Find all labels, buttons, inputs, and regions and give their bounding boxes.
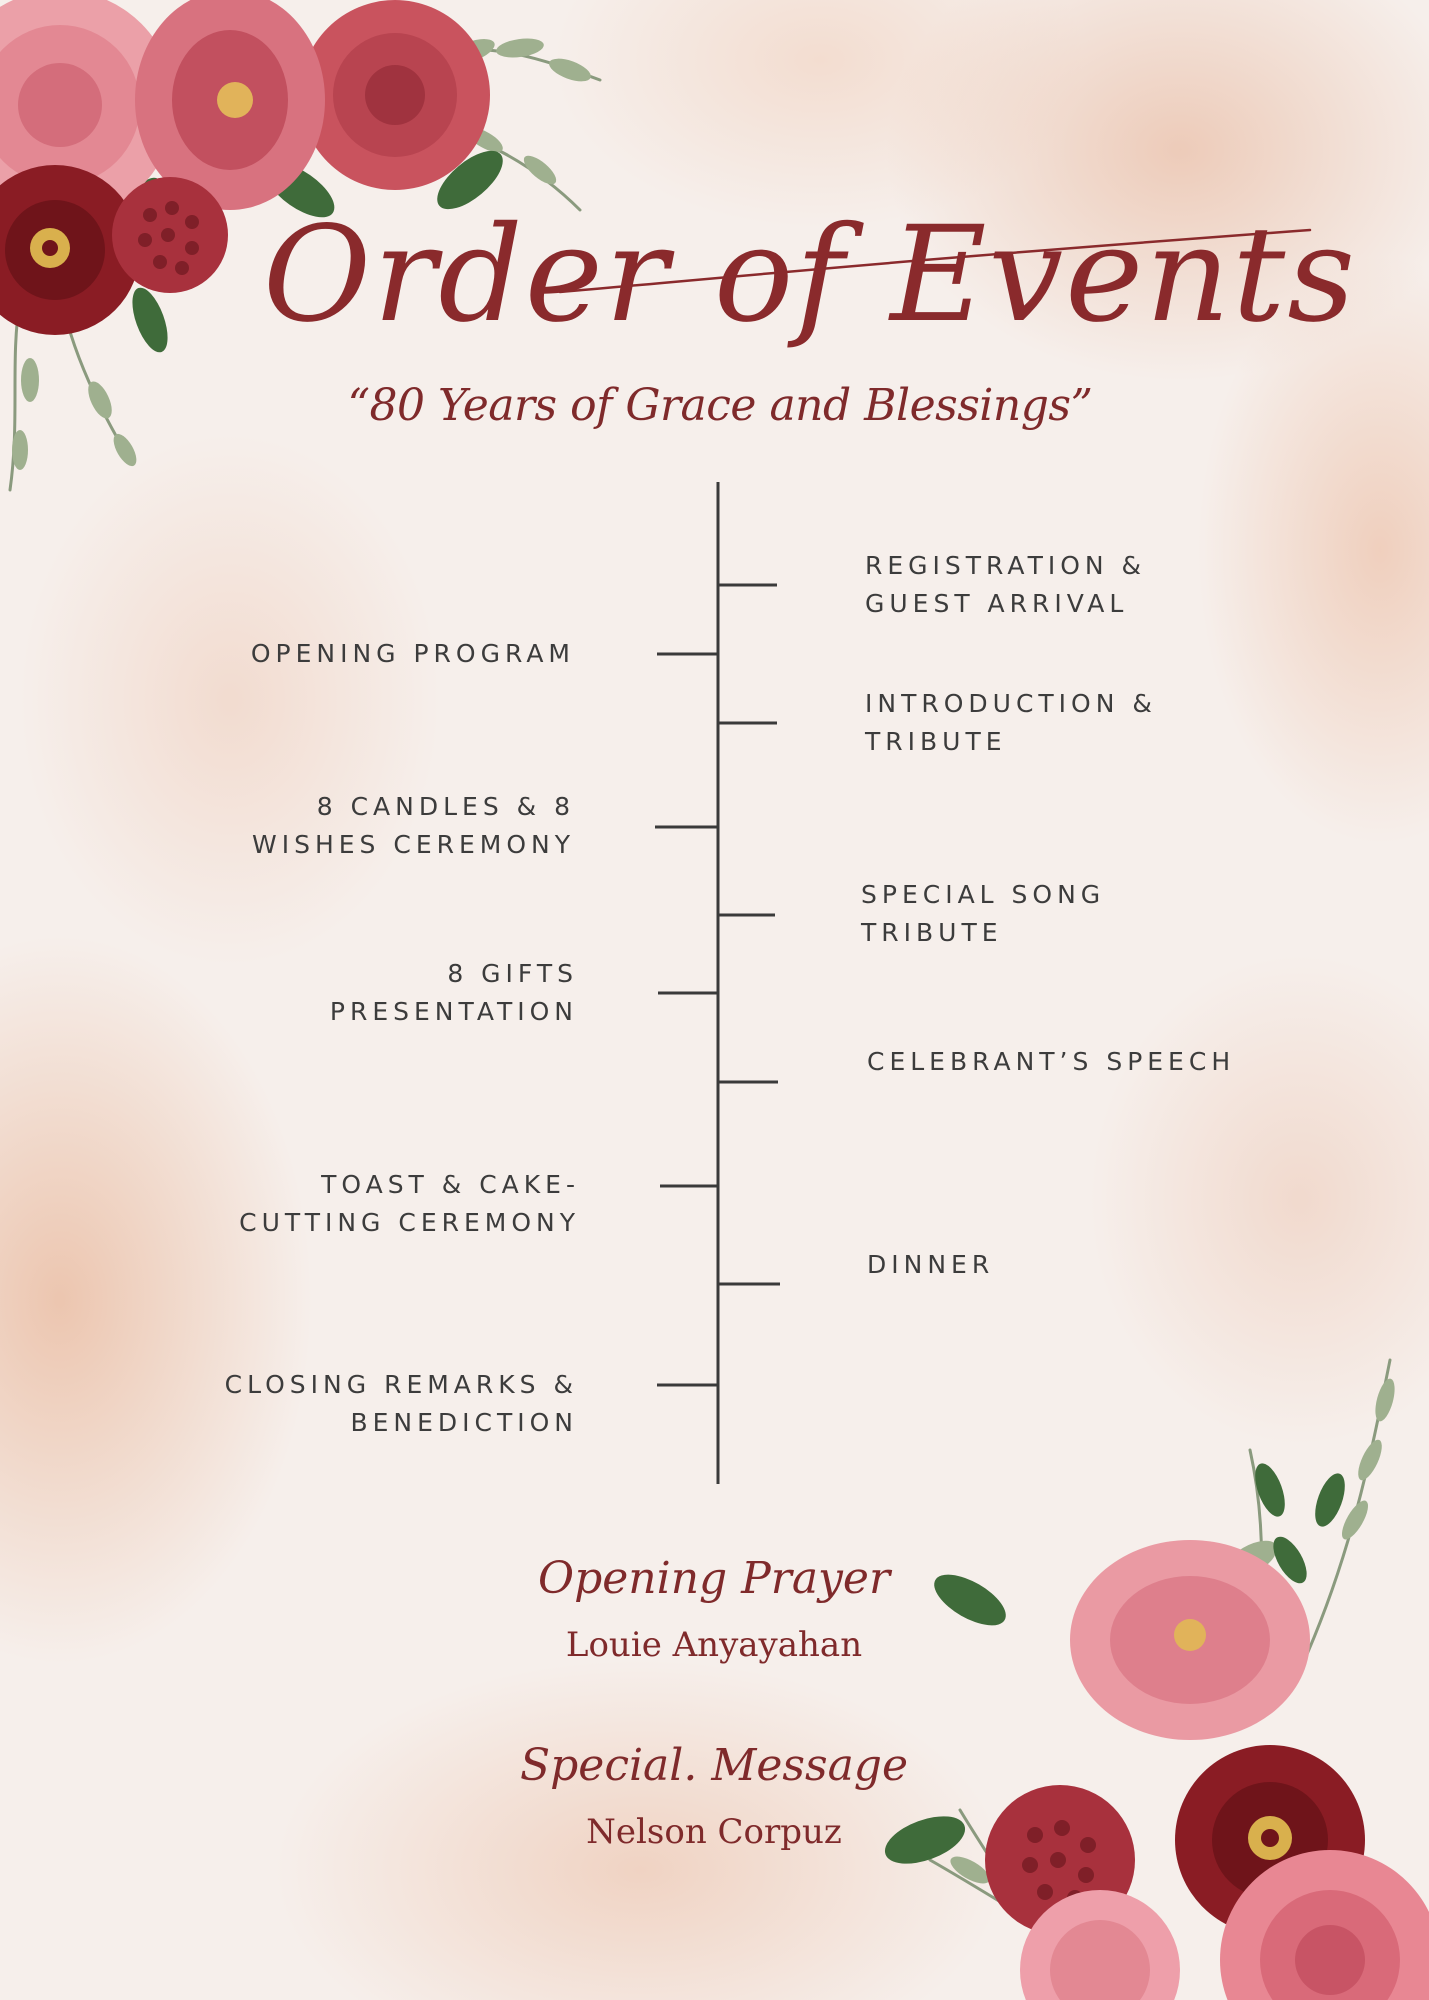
opening-prayer-speaker: Louie Anyayahan xyxy=(565,1625,863,1665)
opening-prayer-heading: Opening Prayer xyxy=(538,1553,890,1604)
event-toast-cake: TOAST & CAKE- CUTTING CEREMONY xyxy=(239,1170,580,1237)
subtitle: “80 Years of Grace and Blessings” xyxy=(347,380,1093,431)
event-dinner: DINNER xyxy=(867,1250,995,1279)
event-opening-program: OPENING PROGRAM xyxy=(250,639,575,668)
special-message-heading: Special. Message xyxy=(519,1740,909,1791)
special-message-speaker: Nelson Corpuz xyxy=(586,1812,842,1852)
event-celebrant-speech: CELEBRANT’S SPEECH xyxy=(867,1047,1236,1076)
event-registration: REGISTRATION & GUEST ARRIVAL xyxy=(865,551,1147,618)
event-special-song: SPECIAL SONG TRIBUTE xyxy=(861,880,1106,947)
event-introduction: INTRODUCTION & TRIBUTE xyxy=(865,689,1157,756)
page-title-text: Order of Events xyxy=(262,198,1358,352)
event-closing-remarks: CLOSING REMARKS & BENEDICTION xyxy=(224,1370,578,1437)
event-candles-wishes: 8 CANDLES & 8 WISHES CEREMONY xyxy=(251,792,575,859)
event-gifts-presentation: 8 GIFTS PRESENTATION xyxy=(329,959,578,1026)
